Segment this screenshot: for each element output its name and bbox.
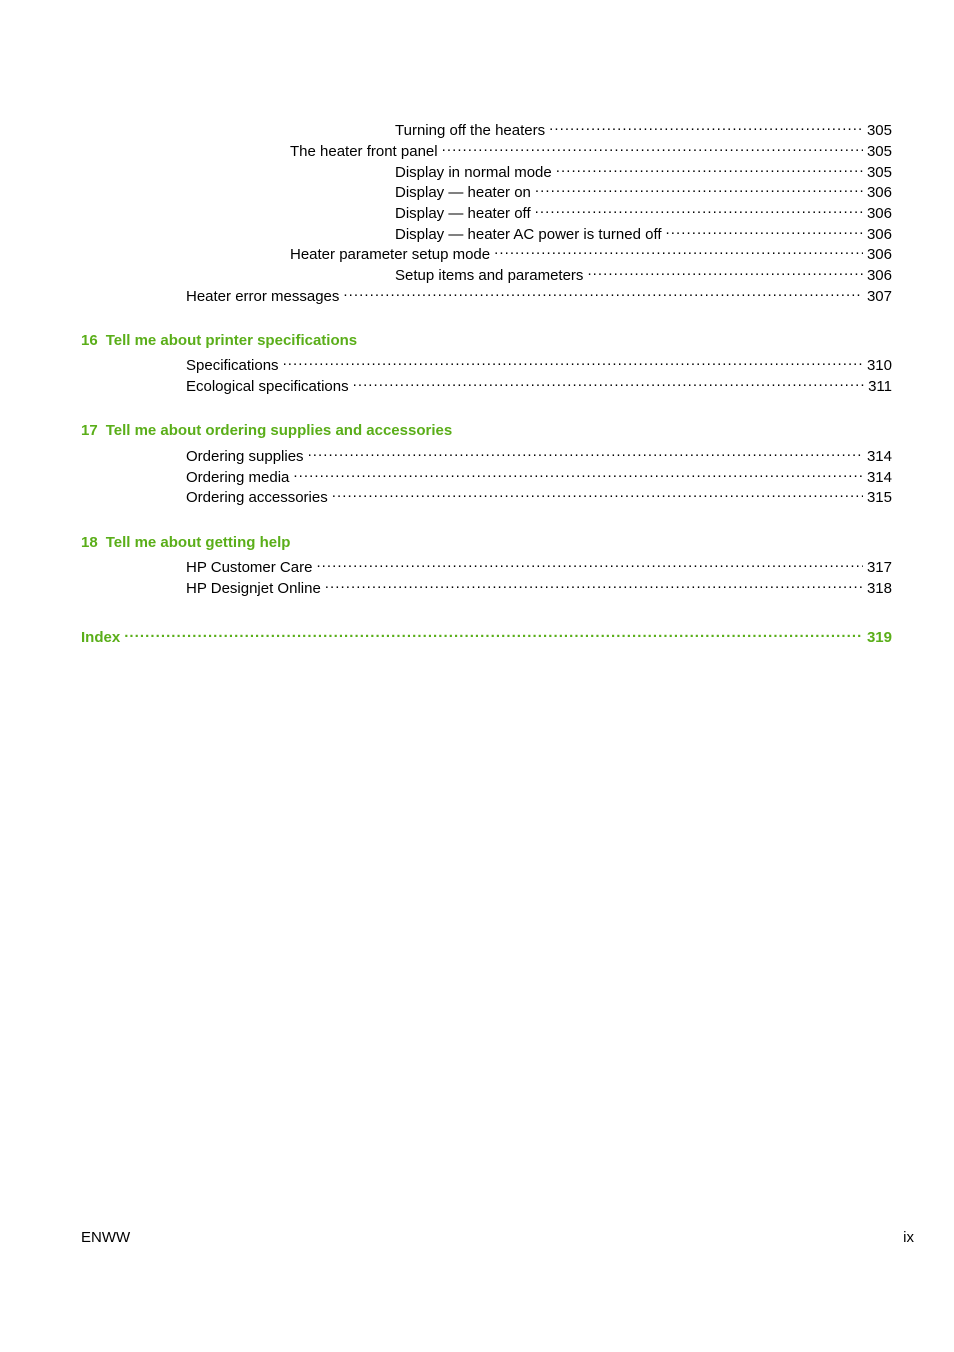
chapter-number: 17 [81,422,98,439]
toc-leader-dots [556,159,863,177]
toc-leader-dots [353,373,864,391]
toc-entry-label: Ordering media [186,469,290,486]
toc-entry-label: Index [81,629,121,646]
toc-entry-ecological-specifications[interactable] [186,373,892,395]
toc-entry-turning-off-heaters[interactable] [395,117,892,139]
toc-entry-page: 305 [866,122,892,139]
toc-entry-page: 306 [866,226,892,243]
toc-entry-label: HP Designjet Online [186,580,321,597]
toc-leader-dots [666,221,863,239]
toc-entry-heater-error-messages[interactable] [186,283,892,305]
chapter-title: Tell me about ordering supplies and accessories [105,422,453,439]
toc-entry-label: Display — heater on [395,184,531,201]
toc-entry-label: Ordering accessories [186,489,328,506]
toc-leader-dots [343,283,863,301]
toc-entry-page: 306 [866,184,892,201]
toc-entry-page: 319 [866,629,892,646]
toc-entry-label: Ordering supplies [186,448,304,465]
toc-entry-page: 305 [866,143,892,160]
toc-entry-label: Ecological specifications [186,378,349,395]
toc-entry-page: 315 [866,489,892,506]
toc-entry-page: 306 [866,205,892,222]
toc-entry-display-heater-ac-off[interactable] [395,221,892,243]
chapter-heading-17[interactable] [81,422,452,440]
toc-entry-label: Setup items and parameters [395,267,584,284]
toc-entry-page: 306 [866,267,892,284]
toc-entry-page: 307 [866,288,892,305]
chapter-title: Tell me about getting help [105,534,291,551]
toc-entry-label: Display — heater AC power is turned off [395,226,662,243]
toc-entry-heater-front-panel[interactable] [290,138,892,160]
toc-leader-dots [535,179,863,197]
toc-entry-page: 314 [866,469,892,486]
toc-entry-ordering-supplies[interactable] [186,443,892,465]
toc-entry-label: Heater parameter setup mode [290,246,491,263]
toc-entry-page: 311 [868,378,892,395]
toc-entry-page: 306 [866,246,892,263]
toc-leader-dots [316,554,863,572]
footer-page-number: ix [903,1229,914,1246]
chapter-number: 18 [81,534,98,551]
toc-entry-ordering-accessories[interactable] [186,484,892,506]
toc-leader-dots [332,484,863,502]
toc-entry-ordering-media[interactable] [186,464,892,486]
toc-entry-hp-designjet-online[interactable] [186,575,892,597]
toc-entry-heater-parameter-setup[interactable] [290,241,892,263]
toc-leader-dots [293,464,863,482]
toc-leader-dots [494,241,863,259]
toc-leader-dots [124,624,863,642]
toc-entry-label: The heater front panel [290,143,438,160]
toc-entry-hp-customer-care[interactable] [186,554,892,576]
toc-entry-page: 305 [866,164,892,181]
toc-entry-label: Specifications [186,357,279,374]
toc-entry-display-heater-on[interactable] [395,179,892,201]
toc-entry-label: HP Customer Care [186,559,313,576]
toc-entry-display-normal-mode[interactable] [395,159,892,181]
toc-entry-specifications[interactable] [186,352,892,374]
chapter-number: 16 [81,332,98,349]
chapter-heading-16[interactable] [81,332,357,350]
toc-entry-page: 317 [866,559,892,576]
toc-leader-dots [325,575,863,593]
toc-leader-dots [442,138,863,156]
toc-entry-page: 314 [866,448,892,465]
chapter-title: Tell me about printer specifications [105,332,358,349]
toc-leader-dots [587,262,863,280]
toc-leader-dots [549,117,863,135]
toc-entry-label: Display — heater off [395,205,531,222]
toc-leader-dots [283,352,863,370]
footer-left-label: ENWW [81,1229,131,1246]
toc-leader-dots [535,200,863,218]
toc-entry-page: 310 [866,357,892,374]
toc-entry-index[interactable] [81,624,892,646]
toc-leader-dots [308,443,863,461]
toc-entry-label: Turning off the heaters [395,122,546,139]
chapter-heading-18[interactable] [81,534,290,552]
toc-entry-label: Display in normal mode [395,164,552,181]
toc-entry-page: 318 [866,580,892,597]
toc-entry-label: Heater error messages [186,288,340,305]
toc-entry-setup-items[interactable] [395,262,892,284]
toc-entry-display-heater-off[interactable] [395,200,892,222]
